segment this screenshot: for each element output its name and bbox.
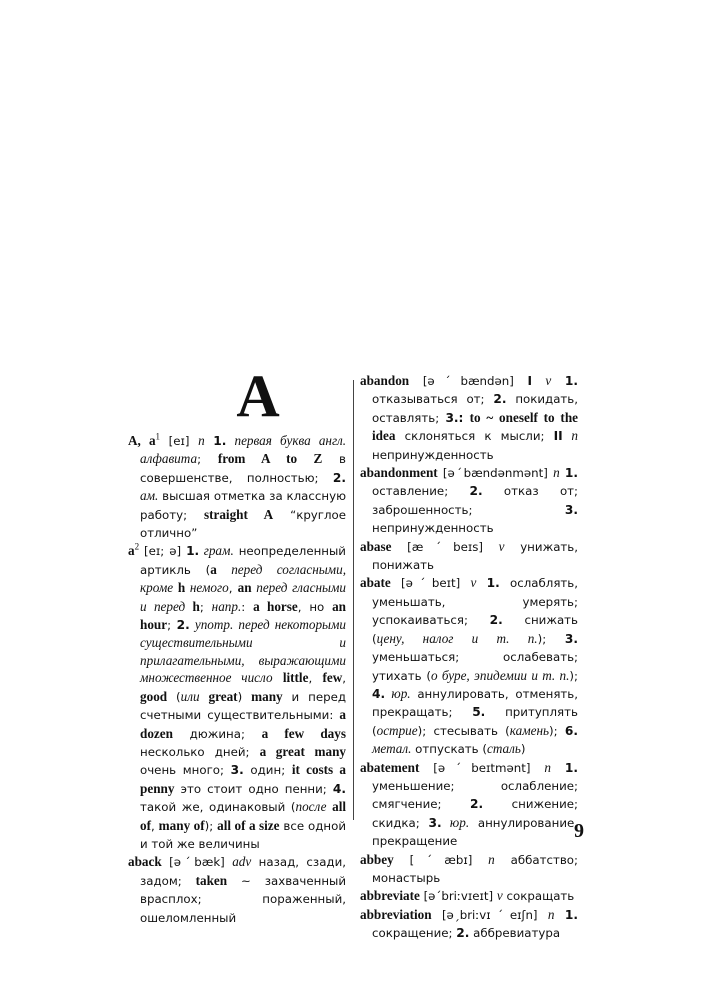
entry-headword: a great many <box>259 743 346 759</box>
entry-text: [eɪ] <box>160 434 199 448</box>
entry-sense-number: 2. <box>489 613 503 628</box>
dictionary-entry <box>128 853 346 927</box>
entry-text: один; <box>243 763 292 778</box>
entry-text: [əˊbæk] <box>161 855 233 870</box>
entry-text: , <box>342 671 346 686</box>
entry-sense-number: 6. <box>564 723 579 738</box>
entry-sense-number: 1. <box>564 760 579 775</box>
entry-text: сокращение; <box>372 926 457 941</box>
entry-text: ) <box>520 742 526 757</box>
entry-headword: abbreviation <box>360 906 432 922</box>
entry-text: ); <box>569 668 578 683</box>
entry-label: метал. <box>372 741 412 757</box>
entry-headword: abandonment <box>360 465 438 481</box>
entry-sense-number: 2. <box>456 926 470 941</box>
entry-sense-number: 2. <box>332 470 346 485</box>
entry-text: отказываться от; <box>372 392 494 407</box>
entry-text: , но <box>297 599 333 614</box>
dictionary-entry <box>360 906 578 943</box>
dictionary-entry <box>360 759 578 851</box>
dictionary-entry <box>360 538 578 575</box>
entry-headword: a <box>210 561 217 577</box>
entry-text <box>551 761 565 775</box>
entry-sense-number: 4. <box>372 686 386 701</box>
entry-text: аббатство; монастырь <box>372 852 578 885</box>
entry-sense-number: 4. <box>332 781 346 796</box>
entry-headword: great <box>208 688 238 704</box>
entry-text: , <box>308 671 323 686</box>
entry-label: или <box>180 688 200 704</box>
section-letter: A <box>236 363 280 429</box>
entry-sense-number: 3. <box>230 763 244 778</box>
entry-text: в совершенстве, полностью; <box>140 452 347 485</box>
entry-headword: from A to Z <box>217 451 323 467</box>
entry-text: снижение; скидка; <box>372 797 578 830</box>
entry-sense-number: 1. <box>564 374 578 388</box>
entry-sense-number: 2. <box>176 618 190 633</box>
entry-text: : <box>241 599 254 614</box>
entry-text: аббревиатура <box>469 926 561 941</box>
entry-label: n <box>198 433 205 448</box>
entry-headword: a <box>128 543 135 559</box>
dictionary-entry <box>128 432 346 542</box>
entry-text: все одной и той же величины <box>140 818 347 851</box>
entry-text: [əˊbændən] <box>409 374 528 388</box>
entry-headword: abbey <box>360 851 394 867</box>
entry-label: v <box>498 538 505 554</box>
dictionary-entry <box>360 464 578 538</box>
entry-text: [əˊbeɪt] <box>390 576 471 591</box>
entry-text: ); стесывать ( <box>417 723 510 738</box>
entry-label: напр. <box>211 598 242 614</box>
entry-label: n <box>562 428 579 444</box>
entry-sense-number: 2. <box>470 797 484 812</box>
entry-headword: good <box>140 688 168 704</box>
entry-text: унижать, понижать <box>372 539 578 573</box>
entry-text: ; <box>199 599 212 614</box>
dictionary-entry <box>128 542 346 853</box>
entry-text: такой же, одинаковый ( <box>140 800 296 815</box>
entry-headword: abatement <box>360 759 420 775</box>
entry-headword: a horse <box>253 598 298 614</box>
entry-sense-number: 1. <box>486 576 500 591</box>
entry-text: ); <box>537 631 565 646</box>
entry-label: о буре, эпидемии и т. п. <box>430 667 570 683</box>
entry-headword: A, a <box>128 433 156 448</box>
entry-headword: to ~ oneself to the idea <box>372 409 579 444</box>
entry-headword: abase <box>360 538 392 554</box>
entry-text: непринужденность <box>372 521 494 536</box>
entry-headword: all of <box>140 799 347 833</box>
entry-text: [eɪ; ə] <box>139 544 187 559</box>
entry-headword: a few days <box>261 725 346 741</box>
entry-label: перед гласными и перед <box>140 580 346 614</box>
entry-text: сокращать <box>502 889 575 904</box>
entry-text: несколько дней; <box>140 744 260 759</box>
entry-text: уменьшаться; ослабевать; утихать ( <box>372 650 578 683</box>
entry-label: юр. <box>385 685 411 701</box>
entry-label: камень <box>509 722 550 738</box>
entry-sense-number: 2. <box>469 484 483 499</box>
entry-headword: few <box>322 670 343 686</box>
entry-text: непринужденность <box>372 447 494 462</box>
left-column <box>128 432 346 927</box>
entry-text: ~ захваченный врасплох; пораженный, ошеломленный <box>140 873 347 925</box>
entry-headword: an hour <box>140 598 346 633</box>
entry-sense-number: 3.: <box>445 410 464 425</box>
dictionary-entry <box>360 574 578 758</box>
entry-headword: abbreviate <box>360 888 420 904</box>
entry-text: назад, сзади, задом; <box>140 855 346 888</box>
entry-text <box>551 374 565 388</box>
entry-text: очень много; <box>140 763 231 778</box>
right-column <box>360 372 578 943</box>
entry-label: после <box>295 799 327 815</box>
entry-text: , <box>228 581 238 596</box>
entry-label: n <box>547 906 555 922</box>
entry-text: уменьшение; ослабление; смягчение; <box>372 778 578 812</box>
entry-homonym-number: 1 <box>155 431 161 442</box>
entry-text: ) <box>237 689 252 704</box>
entry-sense-number: 5. <box>472 705 486 720</box>
entry-sense-number: 3. <box>428 815 442 830</box>
entry-headword: many of <box>158 817 205 833</box>
entry-text: [æˊbeɪs] <box>391 539 499 554</box>
entry-sense-number: 1. <box>186 544 200 559</box>
entry-text: ослаблять, уменьшать, умерять; успокаиваться; <box>372 576 578 628</box>
entry-label: сталь <box>486 741 521 757</box>
entry-headword: many <box>251 688 283 704</box>
entry-headword: taken <box>195 872 228 888</box>
entry-text: [əˊbriːvɪeɪt] <box>419 889 497 904</box>
dictionary-entry <box>360 372 578 464</box>
entry-text: снижать ( <box>372 613 578 646</box>
entry-headword: it costs a penny <box>140 762 346 796</box>
entry-label: v <box>532 373 552 388</box>
entry-text: оставление; <box>372 484 470 499</box>
entry-label: ам. <box>140 488 159 504</box>
entry-label: v <box>496 888 503 904</box>
entry-text: ); <box>204 818 218 833</box>
entry-text: и перед счетными существительными: <box>140 689 347 723</box>
dictionary-entry <box>360 851 578 888</box>
entry-label: n <box>544 759 551 775</box>
entry-text <box>476 576 486 590</box>
entry-text <box>200 690 209 704</box>
entry-label: перед согласными, кроме <box>140 561 346 596</box>
entry-text: склоняться к мысли; <box>395 429 554 444</box>
entry-text: “круглое отлично” <box>140 507 347 541</box>
entry-text: высшая отметка за классную работу; <box>140 489 346 522</box>
dictionary-entry <box>360 887 578 905</box>
entry-homonym-number: 2 <box>134 542 140 553</box>
entry-text: ( <box>167 689 181 704</box>
entry-text: это стоит одно пенни; <box>174 781 333 796</box>
entry-text: [əˊbændənmənt] <box>437 466 554 481</box>
entry-headword: straight A <box>203 506 274 522</box>
entry-text: отпускать ( <box>411 742 487 757</box>
entry-text <box>273 671 283 685</box>
entry-headword: little <box>282 670 309 686</box>
entry-label: первая буква англ. алфавита <box>140 433 346 467</box>
entry-label: юр. <box>441 814 470 830</box>
entry-label: v <box>470 575 477 591</box>
entry-sense-number: 1. <box>564 907 579 922</box>
entry-headword: h <box>177 580 186 596</box>
entry-headword: a dozen <box>140 707 346 741</box>
entry-label: употр. перед некоторыми существительными и прилагательными, выражающими множественное число <box>140 617 346 686</box>
entry-headword: all of a size <box>217 817 280 833</box>
entry-sense-number: 2. <box>493 392 507 407</box>
entry-headword: aback <box>128 854 162 870</box>
entry-text: ); <box>549 723 565 738</box>
entry-sense-number: II <box>553 429 563 444</box>
entry-text: [ˊæbɪ] <box>393 852 489 867</box>
entry-text <box>205 434 214 448</box>
entry-label: adv <box>232 854 252 870</box>
entry-text: дюжина; <box>172 726 262 741</box>
entry-headword: h <box>192 598 200 614</box>
entry-sense-number: 3. <box>564 631 578 646</box>
entry-sense-number: 3. <box>564 502 578 517</box>
column-divider <box>353 380 354 820</box>
entry-headword: abandon <box>360 373 410 388</box>
entry-text: отказ от; заброшенность; <box>372 484 579 517</box>
entry-text: [əˊbeɪtmənt] <box>419 760 545 775</box>
entry-label: цену, налог и т. п. <box>376 630 538 646</box>
entry-sense-number: 1. <box>213 434 227 448</box>
entry-headword: abate <box>360 575 391 591</box>
entry-text: ; <box>197 452 218 467</box>
entry-text: притуплять ( <box>372 705 578 738</box>
entry-label: n <box>553 465 560 481</box>
entry-label: n <box>488 851 495 867</box>
entry-text: , <box>151 818 159 833</box>
entry-text: аннулирование, прекращение <box>372 815 578 849</box>
entry-label: острие <box>376 722 418 738</box>
entry-sense-number: 1. <box>564 466 579 481</box>
entry-text: ; <box>167 618 177 633</box>
entry-label: грам. <box>199 543 234 559</box>
entry-headword: an <box>237 580 252 596</box>
entry-text: неопределенный артикль ( <box>140 544 346 577</box>
entry-text: покидать, оставлять; <box>372 392 579 425</box>
entry-text: [əˏbriːvɪˊeɪʃn] <box>431 907 548 922</box>
entry-label: немого <box>185 580 229 596</box>
entry-text: аннулировать, отменять, прекращать; <box>372 686 578 720</box>
entry-text <box>555 908 565 922</box>
entry-sense-number: I <box>527 374 533 388</box>
page-number: 9 <box>574 820 584 842</box>
